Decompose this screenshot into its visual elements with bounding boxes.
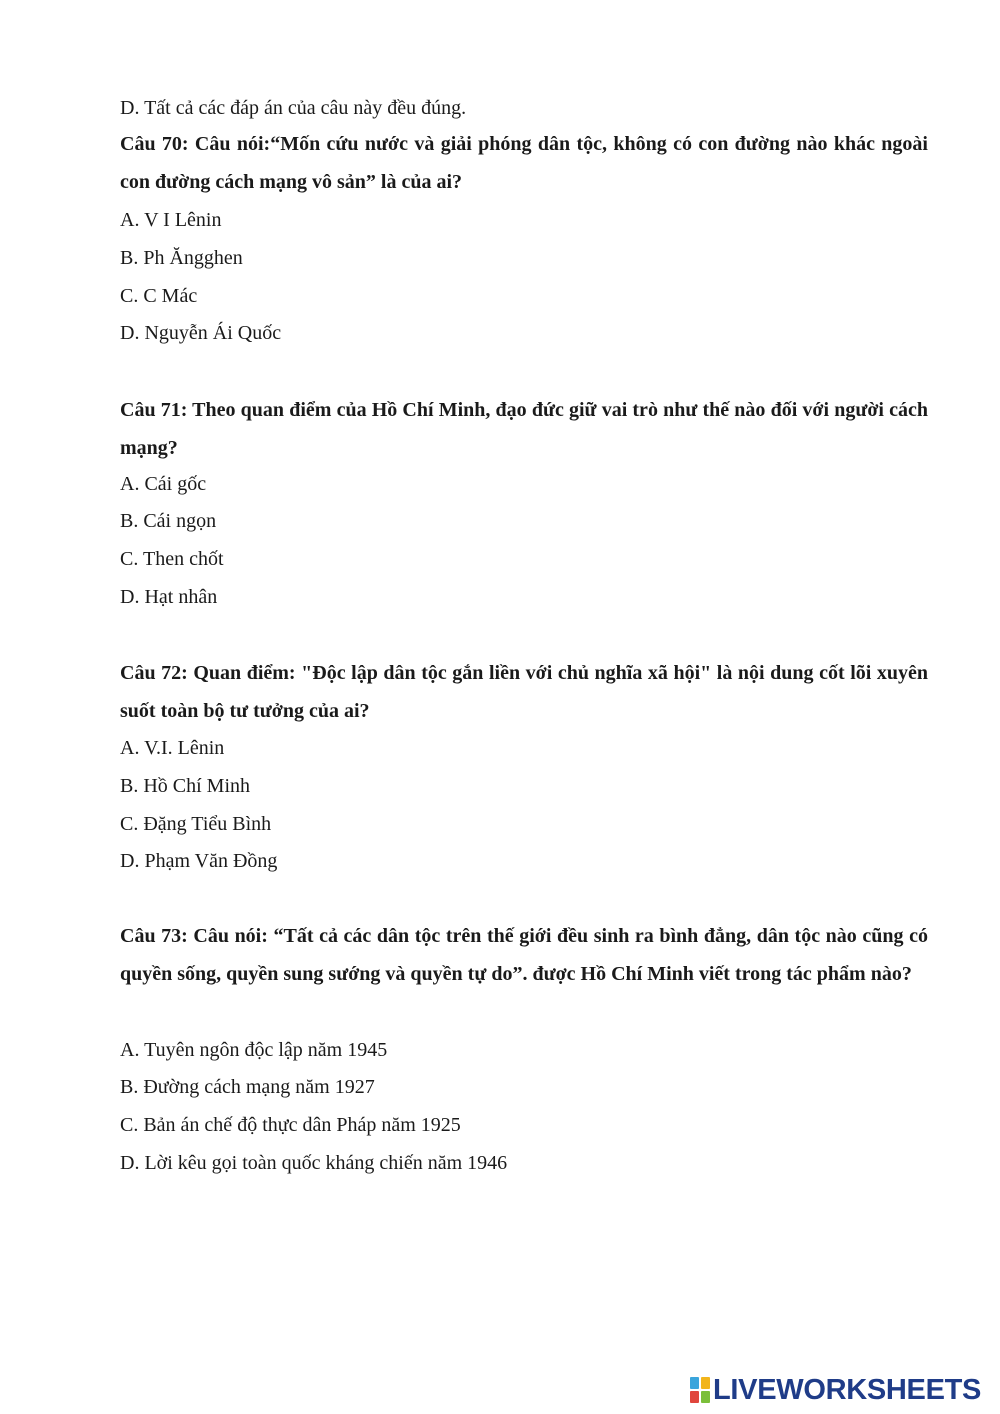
logo-square-green (701, 1391, 710, 1403)
question-72: Câu 72: Quan điểm: "Độc lập dân tộc gắn liền với chủ nghĩa xã hội" là nội dung cốt lõi xuyên suốt toàn bộ tư tưởng của ai? (120, 662, 928, 722)
q73-option-c: C. Bản án chế độ thực dân Pháp năm 1925 (120, 1114, 461, 1136)
question-71: Câu 71: Theo quan điểm của Hồ Chí Minh, đạo đức giữ vai trò như thế nào đối với người cách mạng? (120, 399, 928, 459)
q72-option-b: B. Hồ Chí Minh (120, 775, 251, 797)
liveworksheets-logo (690, 1374, 981, 1406)
q71-option-b: B. Cái ngọn (120, 510, 217, 532)
question-70: Câu 70: Câu nói:“Mốn cứu nước và giải phóng dân tộc, không có con đường nào khác ngoài con đường cách mạng vô sản” là của ai? (120, 133, 928, 193)
question-73: Câu 73: Câu nói: “Tất cả các dân tộc trên thế giới đều sinh ra bình đẳng, dân tộc nào cũng có quyền sống, quyền sung sướng và quyền tự do”. được Hồ Chí Minh viết trong tác phẩm nào? (120, 925, 928, 985)
q72-option-d: D. Phạm Văn Đồng (120, 850, 278, 872)
q70-option-d: D. Nguyễn Ái Quốc (120, 322, 282, 344)
q71-option-d: D. Hạt nhân (120, 586, 218, 608)
q73-option-a: A. Tuyên ngôn độc lập năm 1945 (120, 1039, 388, 1061)
logo-square-red (690, 1391, 699, 1403)
liveworksheets-mark-icon (690, 1377, 710, 1403)
q70-option-c: C. C Mác (120, 285, 198, 307)
q70-option-b: B. Ph Ăngghen (120, 247, 243, 269)
q70-option-a: A. V I Lênin (120, 209, 222, 231)
q72-option-c: C. Đặng Tiểu Bình (120, 813, 272, 835)
liveworksheets-wordmark: LIVEWORKSHEETS (713, 1373, 982, 1406)
prev-question-option-d: D. Tất cả các đáp án của câu này đều đúng. (120, 97, 467, 119)
q72-option-a: A. V.I. Lênin (120, 737, 225, 759)
q71-option-c: C. Then chốt (120, 548, 224, 570)
q73-option-b: B. Đường cách mạng năm 1927 (120, 1076, 375, 1098)
logo-square-yellow (701, 1377, 710, 1389)
q71-option-a: A. Cái gốc (120, 473, 207, 495)
logo-square-blue (690, 1377, 699, 1389)
q73-option-d: D. Lời kêu gọi toàn quốc kháng chiến năm 1946 (120, 1152, 508, 1174)
